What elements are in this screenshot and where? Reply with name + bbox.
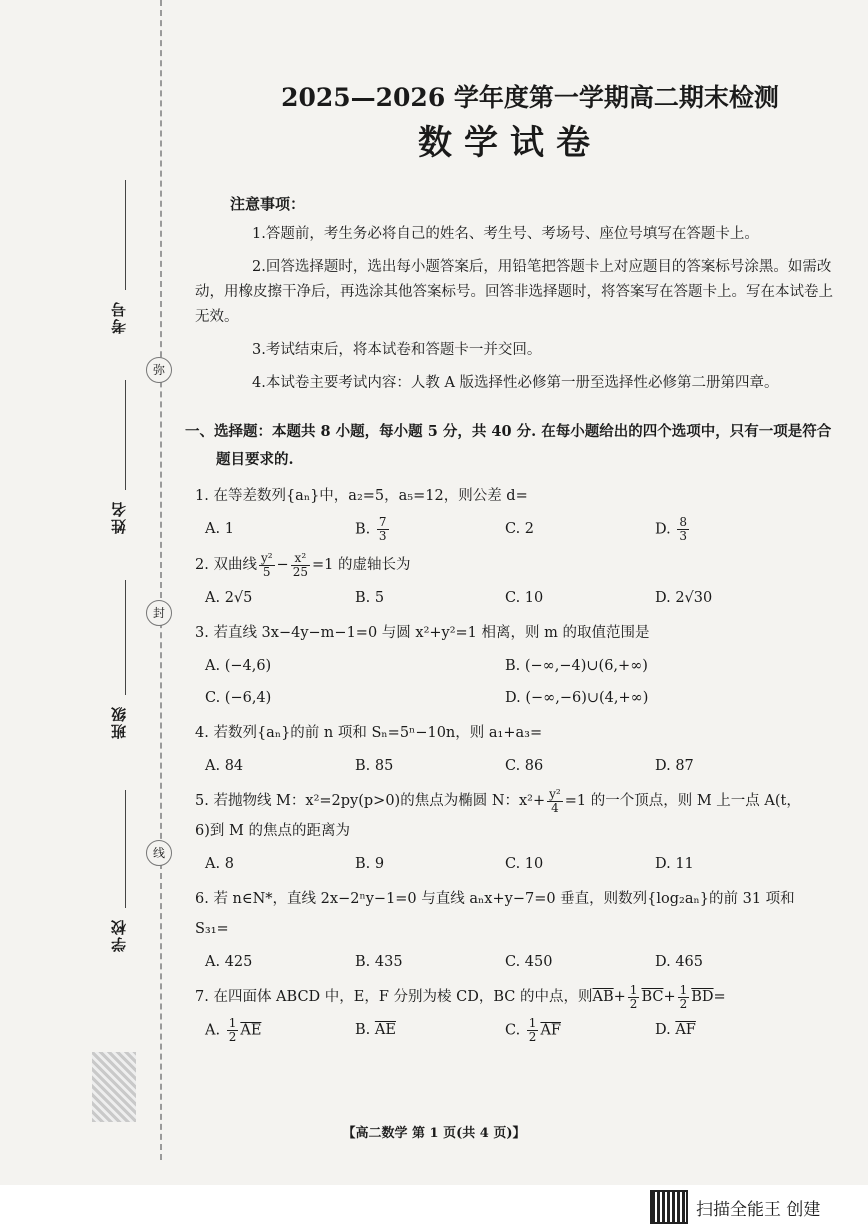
exam-subject: 数学试卷 <box>418 123 602 163</box>
option-a: A. 425 <box>205 954 253 970</box>
question-2: 2. 双曲线 $\frac{\text{y²}}{5}$ − $\frac{\text{x²}}{25}$ =1 的虚轴长为 <box>195 550 411 579</box>
option-a: A. $\frac{1}{2}$ $\overline{AE}$ <box>205 1016 262 1044</box>
exam-title: 2025—2026 学年度第一学期高二期末检测 <box>281 83 779 112</box>
watermark-text: 扫描全能王 创建 <box>696 1199 821 1220</box>
option-d: D. 11 <box>655 856 694 872</box>
option-c: C. 2 <box>505 521 535 537</box>
option-c: C. $\frac{1}{2}$ $\overline{AF}$ <box>505 1016 561 1044</box>
options-6 <box>205 949 835 975</box>
blank-school <box>125 790 126 908</box>
options-3a <box>205 653 835 679</box>
label-school: 学校 <box>110 918 128 952</box>
question-5-cont: 6)到 M 的焦点的距离为 <box>195 823 350 839</box>
option-c: C. 10 <box>505 590 544 606</box>
option-a: A. 8 <box>205 856 234 872</box>
option-a: A. 84 <box>205 758 244 774</box>
options-1 <box>205 516 835 543</box>
options-2 <box>205 585 835 611</box>
option-a: A. 2√5 <box>205 590 253 606</box>
option-b: B. (−∞,−4)∪(6,+∞) <box>505 658 648 674</box>
option-d: D. $\frac{8}{3}$ <box>655 515 687 543</box>
notes-heading: 注意事项： <box>230 195 306 213</box>
page-footer: 【高二数学 第 1 页(共 4 页)】 <box>342 1126 526 1141</box>
scanner-watermark <box>650 1190 820 1224</box>
note-item: 3.考试结束后，将本试卷和答题卡一并交回。 <box>252 342 542 358</box>
seal-mi: 弥 <box>146 357 172 383</box>
option-a: A. (−4,6) <box>205 658 272 674</box>
option-c: C. (−6,4) <box>205 690 272 706</box>
option-b: B. 85 <box>355 758 394 774</box>
option-d: D. 87 <box>655 758 694 774</box>
qr-code-icon <box>92 1052 136 1122</box>
option-b: B. $\overline{AE}$ <box>355 1022 396 1038</box>
note-item: 4.本试卷主要考试内容：人教 A 版选择性必修第一册至选择性必修第二册第四章。 <box>252 375 779 391</box>
option-c: C. 10 <box>505 856 544 872</box>
option-b: B. 435 <box>355 954 403 970</box>
section-heading: 一、选择题：本题共 8 小题，每小题 5 分，共 40 分. 在每小题给出的四个选项中，只有一项是符合 <box>185 423 832 440</box>
option-d: D. 465 <box>655 954 704 970</box>
option-b: B. 9 <box>355 856 385 872</box>
note-item: 1.答题前，考生务必将自己的姓名、考生号、考场号、座位号填写在答题卡上。 <box>252 226 759 242</box>
note-item: 2.回答选择题时，选出每小题答案后，用铅笔把答题卡上对应题目的答案标号涂黑。如需改动，用橡皮擦干净后，再选涂其他答案标号。回答非选择题时，将答案写在答题卡上。写在本试卷上无效。 <box>195 259 833 325</box>
label-class: 班级 <box>110 705 128 739</box>
question-7: 7. 在四面体 ABCD 中，E，F 分别为棱 CD，BC 的中点，则$\overline{AB}+$ $\frac{1}{2}$ $\overline{BC}+$ $\frac{1}{2}$ $\overline{BD}=$ <box>195 982 726 1011</box>
option-d: D. (−∞,−6)∪(4,+∞) <box>505 690 649 706</box>
option-b: B. 5 <box>355 590 385 606</box>
question-3: 3. 若直线 3x−4y−m−1=0 与圆 x²+y²=1 相离，则 m 的取值范围是 <box>195 625 650 641</box>
question-1: 1. 在等差数列{aₙ}中，a₂=5，a₅=12，则公差 d= <box>195 488 528 504</box>
options-3b <box>205 685 835 711</box>
option-d: D. $\overline{AF}$ <box>655 1022 696 1038</box>
blank-exam-number <box>125 180 126 290</box>
options-7 <box>205 1017 835 1044</box>
blank-class <box>125 580 126 695</box>
options-5 <box>205 851 835 877</box>
question-4: 4. 若数列{aₙ}的前 n 项和 Sₙ=5ⁿ−10n，则 a₁+a₃= <box>195 725 543 741</box>
option-c: C. 450 <box>505 954 553 970</box>
options-4 <box>205 753 835 779</box>
option-d: D. 2√30 <box>655 590 713 606</box>
qr-code-icon <box>650 1190 688 1224</box>
question-5: 5. 若抛物线 M：x²=2py(p>0)的焦点为椭圆 N：x²+ $\frac{\text{y²}}{4}$ =1 的一个顶点，则 M 上一点 A(t， <box>195 786 801 815</box>
question-6: 6. 若 n∈N*，直线 2x−2ⁿy−1=0 与直线 aₙx+y−7=0 垂直，则数列{log₂aₙ}的前 31 项和 <box>195 891 795 907</box>
option-a: A. 1 <box>205 521 234 537</box>
seal-feng: 封 <box>146 600 172 626</box>
blank-name <box>125 380 126 490</box>
option-b: B. $\frac{7}{3}$ <box>355 515 387 543</box>
label-exam-number: 考号 <box>110 300 128 334</box>
question-6-cont: S₃₁= <box>195 921 229 937</box>
section-heading-cont: 题目要求的. <box>216 451 294 468</box>
seal-xian: 线 <box>146 840 172 866</box>
exam-content <box>185 193 835 1044</box>
binding-dashed-line <box>160 0 162 1160</box>
label-name: 姓名 <box>110 500 128 534</box>
option-c: C. 86 <box>505 758 544 774</box>
